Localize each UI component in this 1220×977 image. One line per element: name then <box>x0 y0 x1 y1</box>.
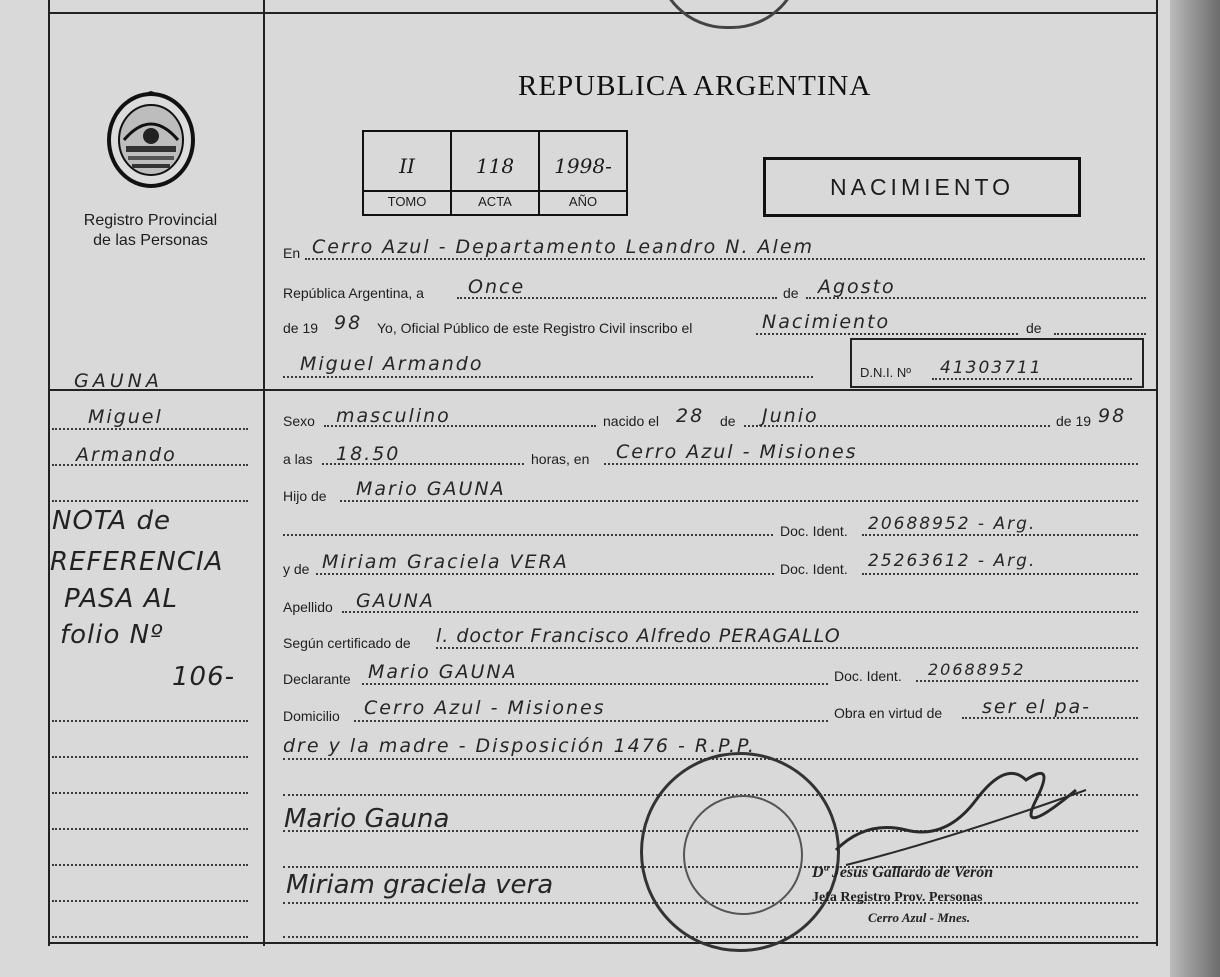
sexo-label: Sexo <box>283 413 315 429</box>
nacido-year-prefix: de 19 <box>1056 413 1092 429</box>
note-line-4: folio Nº <box>60 620 164 650</box>
en-value: Cerro Azul - Departamento Leandro N. Alem <box>312 236 815 258</box>
dotted-line <box>354 720 828 722</box>
dotted-line <box>52 936 248 938</box>
declarante-doc: 20688952 <box>928 660 1026 679</box>
dotted-line <box>862 573 1138 575</box>
signer-place: Cerro Azul - Mnes. <box>868 910 971 925</box>
frame-top-line <box>48 12 1158 14</box>
note-line-3: PASA AL <box>64 584 178 614</box>
dotted-line <box>340 500 1138 502</box>
nacido-dia: 28 <box>676 405 705 427</box>
anio-label: AÑO <box>568 194 598 209</box>
hijo-label: Hijo de <box>283 488 327 504</box>
column-divider <box>263 0 265 946</box>
registry-name <box>58 211 243 251</box>
record-number-table <box>362 130 628 216</box>
dni-value: 41303711 <box>940 358 1043 378</box>
registry-line-2: de las Personas <box>93 232 208 249</box>
domicilio-value: Cerro Azul - Misiones <box>364 697 606 719</box>
madre-doc: 25263612 - Arg. <box>868 551 1037 571</box>
dotted-line <box>362 683 828 685</box>
dotted-line <box>756 333 1018 335</box>
dni-label: D.N.I. Nº <box>860 365 911 380</box>
nacido-label: nacido el <box>603 413 660 429</box>
sidebar-name-2: Armando <box>76 444 177 466</box>
horas-en-label: horas, en <box>531 451 590 467</box>
en-label: En <box>283 245 301 261</box>
madre-value: Miriam Graciela VERA <box>322 551 569 573</box>
dotted-line <box>436 647 1138 649</box>
seal-inner-ring <box>683 795 803 915</box>
a-las-label: a las <box>283 451 313 467</box>
lugar-value: Cerro Azul - Misiones <box>616 441 858 463</box>
dotted-line <box>283 534 773 536</box>
official-seal <box>640 752 840 952</box>
acta-label: ACTA <box>478 194 512 209</box>
dotted-line <box>52 500 248 502</box>
de-label: de <box>783 285 799 301</box>
sidebar-surname: GAUNA <box>74 370 163 392</box>
year-suffix: 98 <box>334 312 363 334</box>
nacido-mes: Junio <box>762 405 819 427</box>
obra-value: ser el pa- <box>982 696 1092 718</box>
acta-value: 118 <box>475 154 515 178</box>
dotted-line <box>52 828 248 830</box>
certificado-value: l. doctor Francisco Alfredo PERAGALLO <box>436 625 841 647</box>
dotted-line <box>342 611 1138 613</box>
doc-ident-label-3: Doc. Ident. <box>834 668 902 684</box>
mes-value: Agosto <box>818 276 896 298</box>
domicilio-label: Domicilio <box>283 708 340 724</box>
table-row-divider <box>364 190 626 192</box>
doc-ident-label-2: Doc. Ident. <box>780 561 848 577</box>
certificado-label: Según certificado de <box>283 635 411 651</box>
province-emblem-icon <box>104 90 198 190</box>
dotted-line <box>52 756 248 758</box>
signature-father: Mario Gauna <box>284 804 450 834</box>
obra-continuation: dre y la madre - Disposición 1476 - R.P.P. <box>283 735 756 757</box>
dotted-line <box>916 680 1138 682</box>
padre-doc: 20688952 - Arg. <box>868 514 1037 534</box>
signature-mother: Miriam graciela vera <box>286 870 554 900</box>
oficial-text: Yo, Oficial Público de este Registro Civil inscribo el <box>377 320 693 336</box>
dotted-line <box>52 792 248 794</box>
y-de-label: y de <box>283 561 310 577</box>
inscribo-value: Nacimiento <box>762 311 891 333</box>
dotted-line <box>283 376 813 378</box>
official-signature-scribble <box>826 740 1106 880</box>
declarante-label: Declarante <box>283 671 351 687</box>
book-binding <box>1170 0 1220 977</box>
apellido-label: Apellido <box>283 599 333 615</box>
republica-label: República Argentina, a <box>283 285 424 301</box>
note-line-1: NOTA de <box>52 506 171 536</box>
hora-value: 18.50 <box>336 443 401 465</box>
tomo-label: TOMO <box>387 194 427 209</box>
note-line-2: REFERENCIA <box>50 547 224 577</box>
signer-name: Dª Jesús Gallardo de Verón <box>812 864 994 881</box>
top-seal-fragment <box>656 0 802 29</box>
dotted-line <box>52 720 248 722</box>
dotted-line <box>52 900 248 902</box>
anio-value: 1998- <box>554 154 612 178</box>
nombre-value: Miguel Armando <box>300 353 484 375</box>
doc-ident-label: Doc. Ident. <box>780 523 848 539</box>
apellido-value: GAUNA <box>356 590 435 612</box>
sidebar-name-1: Miguel <box>88 406 163 428</box>
frame-left-line <box>48 0 50 946</box>
dotted-line <box>52 864 248 866</box>
dotted-line <box>604 463 1138 465</box>
year-prefix: de 19 <box>283 320 319 336</box>
sexo-value: masculino <box>336 405 451 427</box>
padre-value: Mario GAUNA <box>356 478 506 500</box>
obra-label: Obra en virtud de <box>834 705 943 721</box>
dotted-line <box>862 534 1138 536</box>
dotted-line <box>52 428 248 430</box>
dotted-line <box>932 378 1132 380</box>
country-title: REPUBLICA ARGENTINA <box>518 70 872 102</box>
dia-value: Once <box>468 276 526 298</box>
de-label-2: de <box>1026 320 1042 336</box>
section-divider <box>48 389 1158 391</box>
frame-right-line <box>1156 0 1158 946</box>
frame-bottom-line <box>48 942 1158 944</box>
dotted-line <box>305 258 1145 260</box>
nacido-year-suffix: 98 <box>1098 405 1127 427</box>
signer-role: Jefa Registro Prov. Personas <box>812 890 983 905</box>
record-type-box: NACIMIENTO <box>763 157 1081 217</box>
dotted-line <box>1054 333 1146 335</box>
dotted-line <box>316 573 774 575</box>
declarante-value: Mario GAUNA <box>368 661 518 683</box>
nacido-de: de <box>720 413 736 429</box>
dni-box <box>850 338 1144 388</box>
tomo-value: II <box>399 154 415 178</box>
registry-line-1: Registro Provincial <box>83 212 218 229</box>
note-line-5: 106- <box>172 662 236 692</box>
